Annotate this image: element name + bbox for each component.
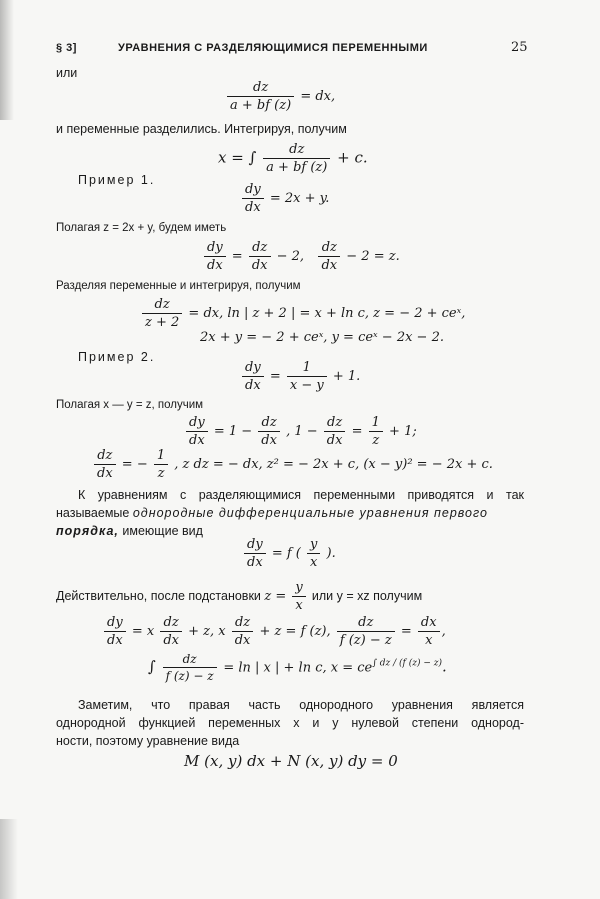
equation-6: 2x + y = − 2 + ceˣ, y = ceˣ − 2x − 2.	[200, 330, 444, 345]
scan-shadow-bottom	[0, 819, 18, 899]
equation-1: $\frac{dz}{a + bf (z)}$ = dx,	[225, 80, 335, 113]
equation-13: ∫ $\frac{dz}{f (z) - z}$ = ln | x | + ln c, $x = ce^{\int dz / (f (z) - z)}$.	[148, 652, 447, 683]
paragraph-2-line-2: однородной функцией переменных x и y нулевой степени однород-	[56, 716, 524, 730]
text-separated: и переменные разделились. Интегрируя, получим	[56, 122, 347, 136]
equation-8: $\frac{dy}{dx}$ = 1 − $\frac{dz}{dx}$ , 1 − $\frac{dz}{dx}$ = $\frac{1}{z}$ + 1;	[184, 415, 417, 448]
paragraph-2-line-1: Заметим, что правая часть однородного уравнения является	[78, 698, 524, 712]
equation-10: $\frac{dy}{dx}$ = f ( $\frac{y}{x}$ ).	[242, 537, 336, 570]
equation-7: $\frac{dy}{dx}$ = $\frac{1}{x - y}$ + 1.	[240, 360, 360, 393]
paragraph-1-line-1: К уравнениям с разделяющимися переменными приводятся и так	[78, 488, 524, 502]
example-1-label: Пример 1.	[78, 173, 156, 187]
text-separating: Разделяя переменные и интегрируя, получим	[56, 280, 301, 292]
equation-9: $\frac{dz}{dx}$ = − $\frac{1}{z}$ , z dz = − dx, z² = − 2x + c, (x − y)² = − 2x + c.	[92, 448, 493, 481]
text-substitute-1: Полагая z = 2x + y, будем иметь	[56, 222, 227, 234]
equation-12: $\frac{dy}{dx}$ = x $\frac{dz}{dx}$ + z, x $\frac{dz}{dx}$ + z = f (z), $\frac{dz}{f (z) - z}$ = $\frac{dx}{x}$ ,	[102, 615, 446, 648]
paragraph-2-line-3: ности, поэтому уравнение вида	[56, 734, 240, 748]
section-mark: § 3]	[56, 42, 77, 54]
scan-shadow-top	[0, 0, 14, 120]
text-indeed: Действительно, после подстановки z = $\frac{y}{x}$ или y = xz получим	[56, 580, 423, 613]
running-title: УРАВНЕНИЯ С РАЗДЕЛЯЮЩИМИСЯ ПЕРЕМЕННЫМИ	[118, 42, 428, 54]
text-ili: или	[56, 66, 78, 80]
equation-4: $\frac{dy}{dx}$ = $\frac{dz}{dx}$ − 2, $\frac{dz}{dx}$ − 2 = z.	[202, 240, 400, 273]
text-substitute-2: Полагая x — y = z, получим	[56, 399, 204, 411]
equation-14: M (x, y) dx + N (x, y) dy = 0	[184, 752, 398, 770]
equation-3: $\frac{dy}{dx}$ = 2x + y.	[240, 182, 329, 215]
paragraph-1-line-2: называемые однородные дифференциальные уравнения первого	[56, 506, 488, 520]
equation-5: $\frac{dz}{z + 2}$ = dx, ln | z + 2 | = x + ln c, z = − 2 + ceˣ,	[140, 297, 465, 330]
equation-2: x = ∫ $\frac{dz}{a + bf (z)}$ + c.	[218, 142, 368, 175]
page-number: 25	[511, 40, 528, 55]
paragraph-1-line-3: порядка, имеющие вид	[56, 524, 203, 538]
example-2-label: Пример 2.	[78, 350, 156, 364]
